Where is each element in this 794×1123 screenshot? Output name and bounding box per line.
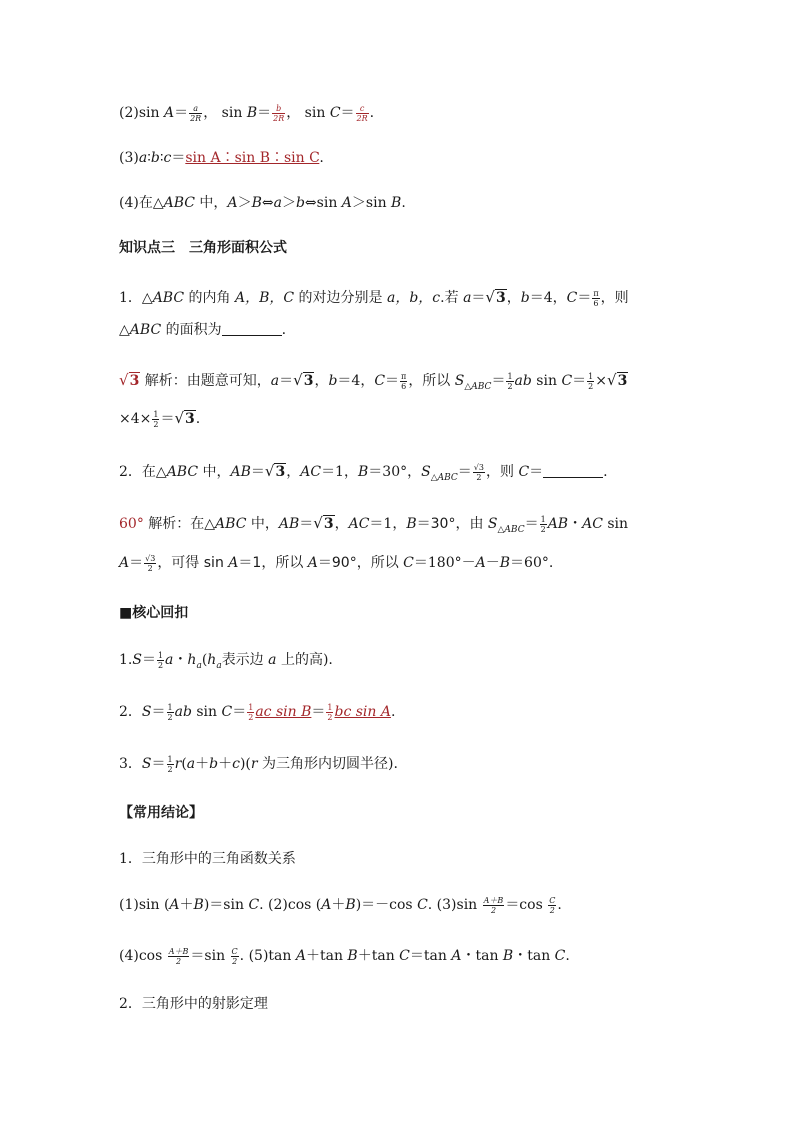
area-formula-2: 2．S＝ $\frac{1}{2}$ ab sin C＝ $\frac{1}{2}$ ac sin B＝ $\frac{1}{2}$ bc sin A. — [119, 702, 396, 722]
answer-sine-ratio: sin A∶sin B∶sin C — [185, 150, 320, 166]
answer-60-degrees: 60° — [119, 516, 144, 532]
area-formula-1: 1.S＝ $\frac{1}{2}$ a・$h_a(h_a$表示边 a 上的高). — [119, 650, 333, 671]
solution-1-line-1: √3 解析：由题意可知，a＝√3，b＝4，C＝ $\frac{\pi}{6}$ ，所以 $S_{\triangle ABC}=$ $\frac{1}{2}$ ab sin C＝ $\frac{1}{2}$ ×√3 — [119, 371, 628, 392]
core-review-heading: ■核心回扣 — [119, 605, 189, 621]
projection-theorem-title: 2．三角形中的射影定理 — [119, 996, 268, 1012]
section-heading: 知识点三 三角形面积公式 — [119, 240, 287, 256]
answer-blank — [543, 463, 603, 478]
sides-ratio-line: (3)a∶b∶c＝sin A∶sin B∶sin C. — [119, 150, 324, 166]
question-1-line-1: 1．△ABC 的内角 A，B，C 的对边分别是 a，b，c.若 a＝√3，b＝4，C＝ $\frac{\pi}{6}$ ，则 — [119, 288, 629, 308]
angle-side-equivalence-line: (4)在△ABC 中，A＞B⇔a＞b⇔sin A＞sin B. — [119, 195, 406, 211]
answer-blank — [222, 321, 282, 336]
solution-2-line-2: A＝ $\frac{√3}{2}$ ，可得 sin A＝1，所以 A＝90°，所以 C＝180°－A－B＝60°. — [119, 553, 554, 573]
area-formula-3: 3．S＝ $\frac{1}{2}$ r(a＋b＋c)(r 为三角形内切圆半径). — [119, 754, 398, 774]
question-2-line: 2．在△ABC 中，AB＝√3，AC＝1，B＝30°，$S_{\triangle ABC}=$ $\frac{√3}{2}$ ，则 C＝ . — [119, 462, 608, 483]
fraction-a-over-2r: $\frac{a}{2R}$ — [190, 103, 202, 123]
law-of-sines-ratio-line: (2)sin A＝ $\frac{a}{2R}$ ， sin B＝ $\frac{b}{2R}$ ， sin C＝ $\frac{c}{2R}$ . — [119, 103, 375, 123]
trig-relations-line-1: (1)sin (A＋B)＝sin C. (2)cos (A＋B)＝－cos C. (3)sin $\frac{A+B}{2}$ ＝cos $\frac{C}{2}$ . — [119, 895, 562, 915]
answer-ac-sin-b: ac sin B — [255, 704, 312, 720]
fraction-b-over-2r: $\frac{b}{2R}$ — [273, 103, 285, 123]
sqrt-3: √3 — [485, 288, 506, 306]
trig-relations-line-2: (4)cos $\frac{A+B}{2}$ ＝sin $\frac{C}{2}$ . (5)tan A＋tan B＋tan C＝tan A・tan B・tan C. — [119, 946, 570, 966]
question-1-line-2: △ABC 的面积为 . — [119, 322, 287, 338]
solution-1-line-2: ×4× $\frac{1}{2}$ ＝√3. — [119, 409, 201, 429]
fraction-pi-over-6: $\frac{\pi}{6}$ — [593, 288, 599, 308]
solution-2-line-1: 60° 解析：在△ABC 中，AB＝√3，AC＝1，B＝30°，由 $S_{\triangle ABC}=$ $\frac{1}{2}$ AB・AC sin — [119, 514, 629, 535]
answer-bc-sin-a: bc sin A — [334, 704, 391, 720]
answer-sqrt-3: √3 — [119, 371, 140, 389]
trig-relations-title: 1．三角形中的三角函数关系 — [119, 851, 296, 867]
common-conclusions-heading: 【常用结论】 — [119, 805, 203, 821]
fraction-c-over-2r: $\frac{c}{2R}$ — [356, 103, 368, 123]
